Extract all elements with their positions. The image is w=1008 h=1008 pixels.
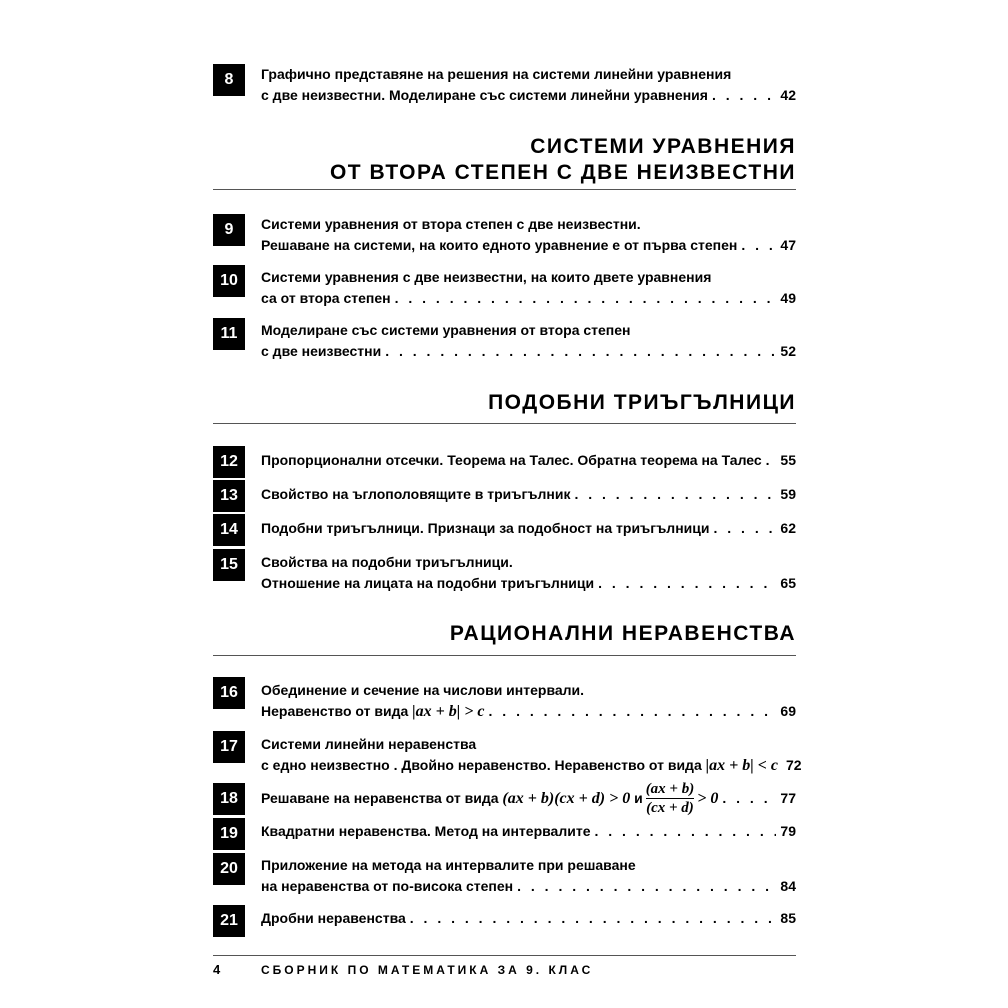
conjunction: и bbox=[634, 789, 643, 806]
leader-dots bbox=[489, 701, 777, 722]
lesson-number: 13 bbox=[213, 480, 245, 512]
lesson-number: 12 bbox=[213, 446, 245, 478]
leader-dots bbox=[712, 85, 776, 106]
section-title: ПОДОБНИ ТРИЪГЪЛНИЦИ bbox=[488, 391, 796, 414]
section-heading bbox=[213, 134, 796, 186]
entry-title: Решаване на неравенства от вида bbox=[261, 789, 499, 806]
leader-dots bbox=[385, 341, 776, 362]
entry-title: Подобни триъгълници. Признаци за подобност на триъгълници bbox=[261, 520, 710, 536]
inequality-formula: |ax + b| > c bbox=[412, 703, 485, 720]
entry-title: Системи уравнения от втора степен с две неизвестни. bbox=[261, 216, 641, 232]
section-divider bbox=[213, 423, 796, 424]
leader-dots bbox=[594, 821, 776, 842]
page-number: 84 bbox=[780, 878, 796, 894]
page-number: 69 bbox=[780, 703, 796, 719]
lesson-number: 8 bbox=[213, 64, 245, 96]
page-number: 72 bbox=[786, 757, 802, 773]
page-number: 42 bbox=[780, 87, 796, 103]
entry-title: Системи линейни неравенства bbox=[261, 736, 477, 752]
entry-title: с две неизвестни bbox=[261, 343, 382, 359]
lesson-number: 17 bbox=[213, 731, 245, 763]
entry-title: с две неизвестни. Моделиране със системи линейни уравнения bbox=[261, 87, 708, 103]
leader-dots bbox=[741, 235, 776, 256]
leader-dots bbox=[410, 908, 777, 929]
leader-dots bbox=[598, 573, 776, 594]
entry-title: Обединение и сечение на числови интервали. bbox=[261, 682, 585, 698]
lesson-number: 20 bbox=[213, 853, 245, 885]
entry-title: Квадратни неравенства. Метод на интервалите bbox=[261, 823, 591, 839]
page-number: 65 bbox=[780, 575, 796, 591]
entry-title: Решаване на системи, на които едното уравнение е от първа степен bbox=[261, 237, 738, 253]
page-number: 49 bbox=[780, 290, 796, 306]
entry-title: Графично представяне на решения на системи линейни уравнения bbox=[261, 66, 732, 82]
footer-page-number: 4 bbox=[213, 962, 221, 977]
page-footer bbox=[213, 962, 593, 977]
entry-title: са от втора степен bbox=[261, 290, 391, 306]
entry-title: Неравенство от вида bbox=[261, 703, 409, 719]
fraction-relation: > 0 bbox=[697, 789, 719, 807]
page-number: 85 bbox=[780, 910, 796, 926]
entry-title: Приложение на метода на интервалите при решаване bbox=[261, 857, 636, 873]
leader-dots bbox=[517, 876, 776, 897]
lesson-number: 9 bbox=[213, 214, 245, 246]
entry-title: Свойства на подобни триъгълници. bbox=[261, 554, 513, 570]
footer-divider bbox=[213, 955, 796, 956]
entry-title: Отношение на лицата на подобни триъгълници bbox=[261, 575, 595, 591]
page-number: 55 bbox=[780, 452, 796, 468]
inequality-formula: (ax + b)(cx + d) > 0 bbox=[502, 789, 631, 807]
section-divider bbox=[213, 189, 796, 190]
lesson-number: 10 bbox=[213, 265, 245, 297]
lesson-number: 15 bbox=[213, 549, 245, 581]
entry-title: Дробни неравенства bbox=[261, 910, 406, 926]
leader-dots bbox=[574, 484, 776, 505]
lesson-number: 18 bbox=[213, 783, 245, 815]
fraction-denominator: (cx + d) bbox=[646, 799, 694, 816]
page-number: 52 bbox=[780, 343, 796, 359]
fraction bbox=[646, 780, 695, 817]
section-title: РАЦИОНАЛНИ НЕРАВЕНСТВА bbox=[449, 622, 796, 645]
lesson-number: 14 bbox=[213, 514, 245, 546]
leader-dots bbox=[395, 288, 777, 309]
section-heading bbox=[213, 390, 796, 416]
lesson-number: 16 bbox=[213, 677, 245, 709]
entry-title: с едно неизвестно . Двойно неравенство. Неравенство от вида bbox=[261, 757, 702, 773]
leader-dots bbox=[713, 518, 776, 539]
lesson-number: 19 bbox=[213, 818, 245, 850]
entry-title: Моделиране със системи уравнения от втора степен bbox=[261, 322, 631, 338]
page-number: 77 bbox=[780, 789, 796, 806]
page-number: 62 bbox=[780, 520, 796, 536]
entry-title: Системи уравнения с две неизвестни, на които двете уравнения bbox=[261, 269, 712, 285]
leader-dots bbox=[722, 788, 776, 809]
page-number: 47 bbox=[780, 237, 796, 253]
entry-title: Свойство на ъглополовящите в триъгълник bbox=[261, 486, 571, 502]
lesson-number: 11 bbox=[213, 318, 245, 350]
inequality-formula: |ax + b| < c bbox=[705, 757, 779, 774]
leader-dots bbox=[766, 450, 777, 471]
lesson-number: 21 bbox=[213, 905, 245, 937]
fraction-numerator: (ax + b) bbox=[645, 780, 695, 797]
section-divider bbox=[213, 655, 796, 656]
section-heading bbox=[213, 621, 796, 647]
entry-title: на неравенства от по-висока степен bbox=[261, 878, 514, 894]
footer-book-title: СБОРНИК ПО МАТЕМАТИКА ЗА 9. КЛАС bbox=[261, 963, 594, 977]
page-number: 79 bbox=[780, 823, 796, 839]
section-title: СИСТЕМИ УРАВНЕНИЯ bbox=[530, 135, 796, 158]
page-number: 59 bbox=[780, 486, 796, 502]
entry-title: Пропорционални отсечки. Теорема на Талес. Обратна теорема на Талес bbox=[261, 452, 762, 468]
section-title: ОТ ВТОРА СТЕПЕН С ДВЕ НЕИЗВЕСТНИ bbox=[329, 161, 796, 184]
